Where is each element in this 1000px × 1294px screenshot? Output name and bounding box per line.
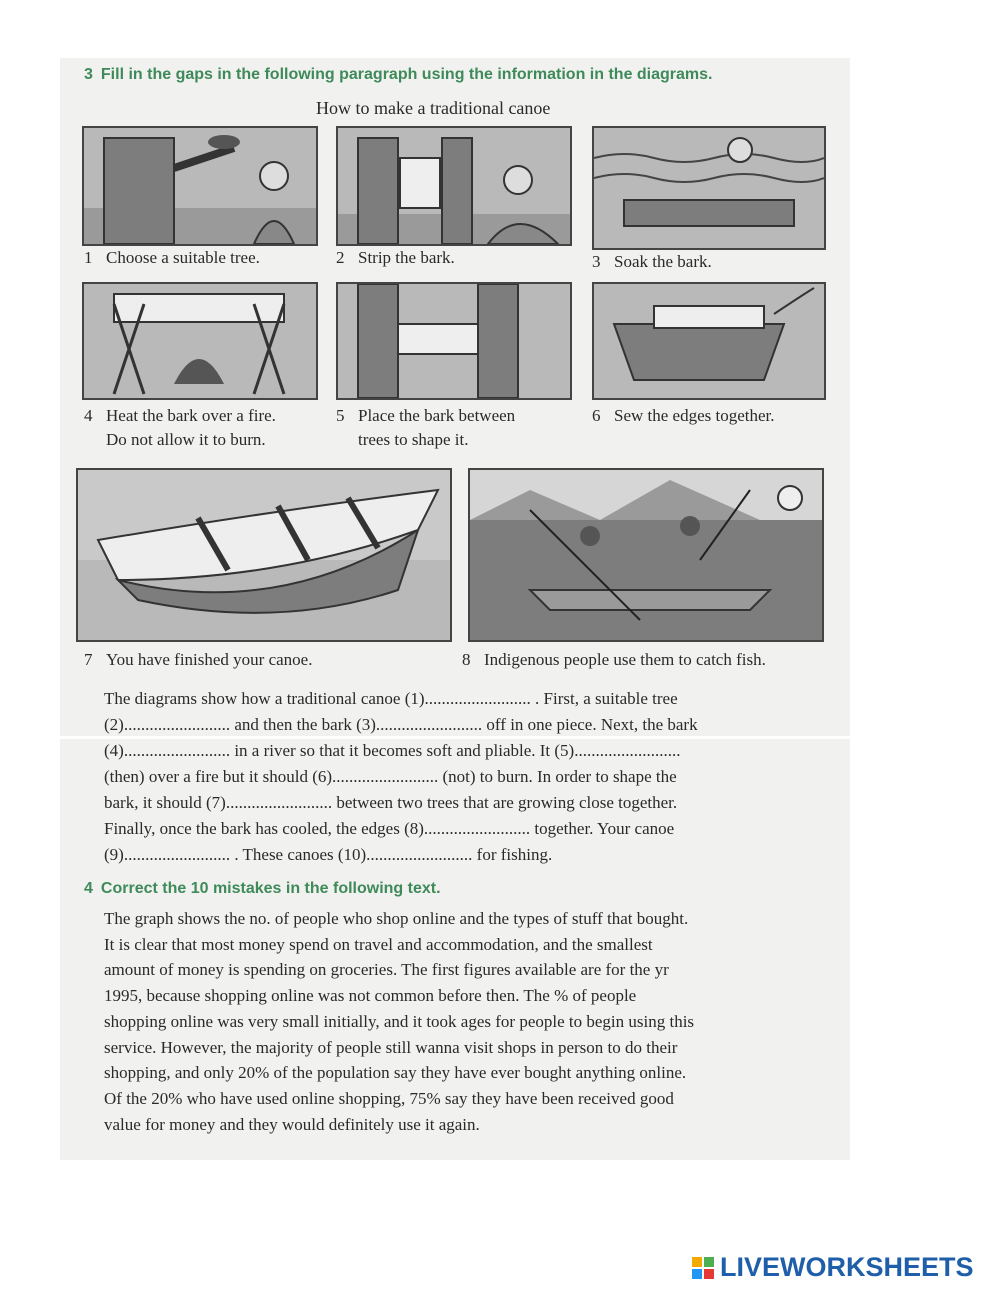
step-caption-4 [84,404,276,452]
fishing-canoe-illustration [470,470,822,640]
step-5-text-line2: trees to shape it. [358,430,469,449]
liveworksheets-logo[interactable] [692,1252,974,1283]
text-line: amount of money is spending on groceries. The first figures available are for the yr [104,960,669,980]
text-line: The graph shows the no. of people who shop online and the types of stuff that bought. [104,909,689,928]
paragraph-line: Finally, once the bark has cooled, the edges (8)......................... together. Your canoe [104,819,675,838]
shape-bark-illustration [338,284,570,398]
logo-text: LIVEWORKSHEETS [720,1252,974,1282]
gap-fill-paragraph [104,686,824,868]
step-7-number: 7 [84,650,93,669]
diagram-panel-4 [82,282,318,400]
diagram-panel-8 [468,468,824,642]
exercise-3-instruction: Fill in the gaps in the following paragraph using the information in the diagrams. [100,66,713,83]
step-caption-3 [592,250,712,274]
step-1-text: Choose a suitable tree. [106,248,260,267]
step-caption-8 [462,648,766,672]
paragraph-line: (then) over a fire but it should (6)......................... (not) to burn. In order to shape the [104,767,677,786]
paragraph-line: The diagrams show how a traditional canoe (1)......................... . First, a suitable tree [104,689,678,708]
step-5-text-line1: Place the bark between [358,406,516,425]
diagram-panel-5 [336,282,572,400]
paragraph-line: (9)......................... . These canoes (10)......................... for fishing. [104,845,553,864]
step-3-number: 3 [592,252,601,271]
step-2-number: 2 [336,248,345,267]
text-line: shopping online was very small initially, and it took ages for people to begin using this [104,1011,695,1031]
strip-bark-illustration [338,128,570,244]
step-6-text: Sew the edges together. [614,406,775,425]
step-caption-6 [592,404,775,428]
scan-divider [58,736,850,739]
diagram-panel-2 [336,126,572,246]
sew-edges-illustration [594,284,824,398]
finished-canoe-illustration [78,470,450,640]
step-8-text: Indigenous people use them to catch fish. [484,650,766,669]
logo-blocks-icon [692,1257,714,1279]
paragraph-line: (4)......................... in a river so that it becomes soft and pliable. It (5)......................... [104,741,681,760]
tree-person-illustration [84,128,316,244]
correction-text [104,906,824,1137]
diagram-panel-1 [82,126,318,246]
text-line: 1995, because shopping online was not common before then. The % of people [104,986,637,1006]
paragraph-line: bark, it should (7)......................... between two trees that are growing close together. [104,793,678,812]
diagram-panel-3 [592,126,826,250]
step-8-number: 8 [462,650,471,669]
diagram-panel-6 [592,282,826,400]
step-3-text: Soak the bark. [614,252,712,271]
text-line: It is clear that most money spend on travel and accommodation, and the smallest [104,934,653,954]
exercise-3-heading [84,66,713,84]
step-4-number: 4 [84,406,93,425]
paragraph-line: (2)......................... and then the bark (3)......................... off in one piece. Next, the bark [104,715,698,734]
step-1-number: 1 [84,248,93,267]
step-6-number: 6 [592,406,601,425]
step-caption-7 [84,648,312,672]
text-line: value for money and they would definitely use it again. [104,1114,480,1134]
step-5-number: 5 [336,406,345,425]
text-line: Of the 20% who have used online shopping, 75% say they have been received good [104,1088,674,1108]
text-line: service. However, the majority of people still wanna visit shops in person to do their [104,1037,678,1057]
step-4-text-line2: Do not allow it to burn. [106,430,266,449]
step-caption-5 [336,404,515,452]
exercise-4-number: 4 [84,880,93,897]
exercise-4-instruction: Correct the 10 mistakes in the following text. [100,880,441,897]
step-7-text: You have finished your canoe. [106,650,313,669]
exercise-3-number: 3 [84,66,93,83]
exercise-4-heading [84,880,441,898]
step-2-text: Strip the bark. [358,248,455,267]
diagram-title: How to make a traditional canoe [316,98,551,118]
text-line: shopping, and only 20% of the population say they have ever bought anything online. [104,1063,687,1083]
heat-bark-illustration [84,284,316,398]
diagram-panel-7 [76,468,452,642]
step-4-text-line1: Heat the bark over a fire. [106,406,276,425]
step-caption-2 [336,246,455,270]
soak-bark-illustration [594,128,824,248]
step-caption-1 [84,246,260,270]
